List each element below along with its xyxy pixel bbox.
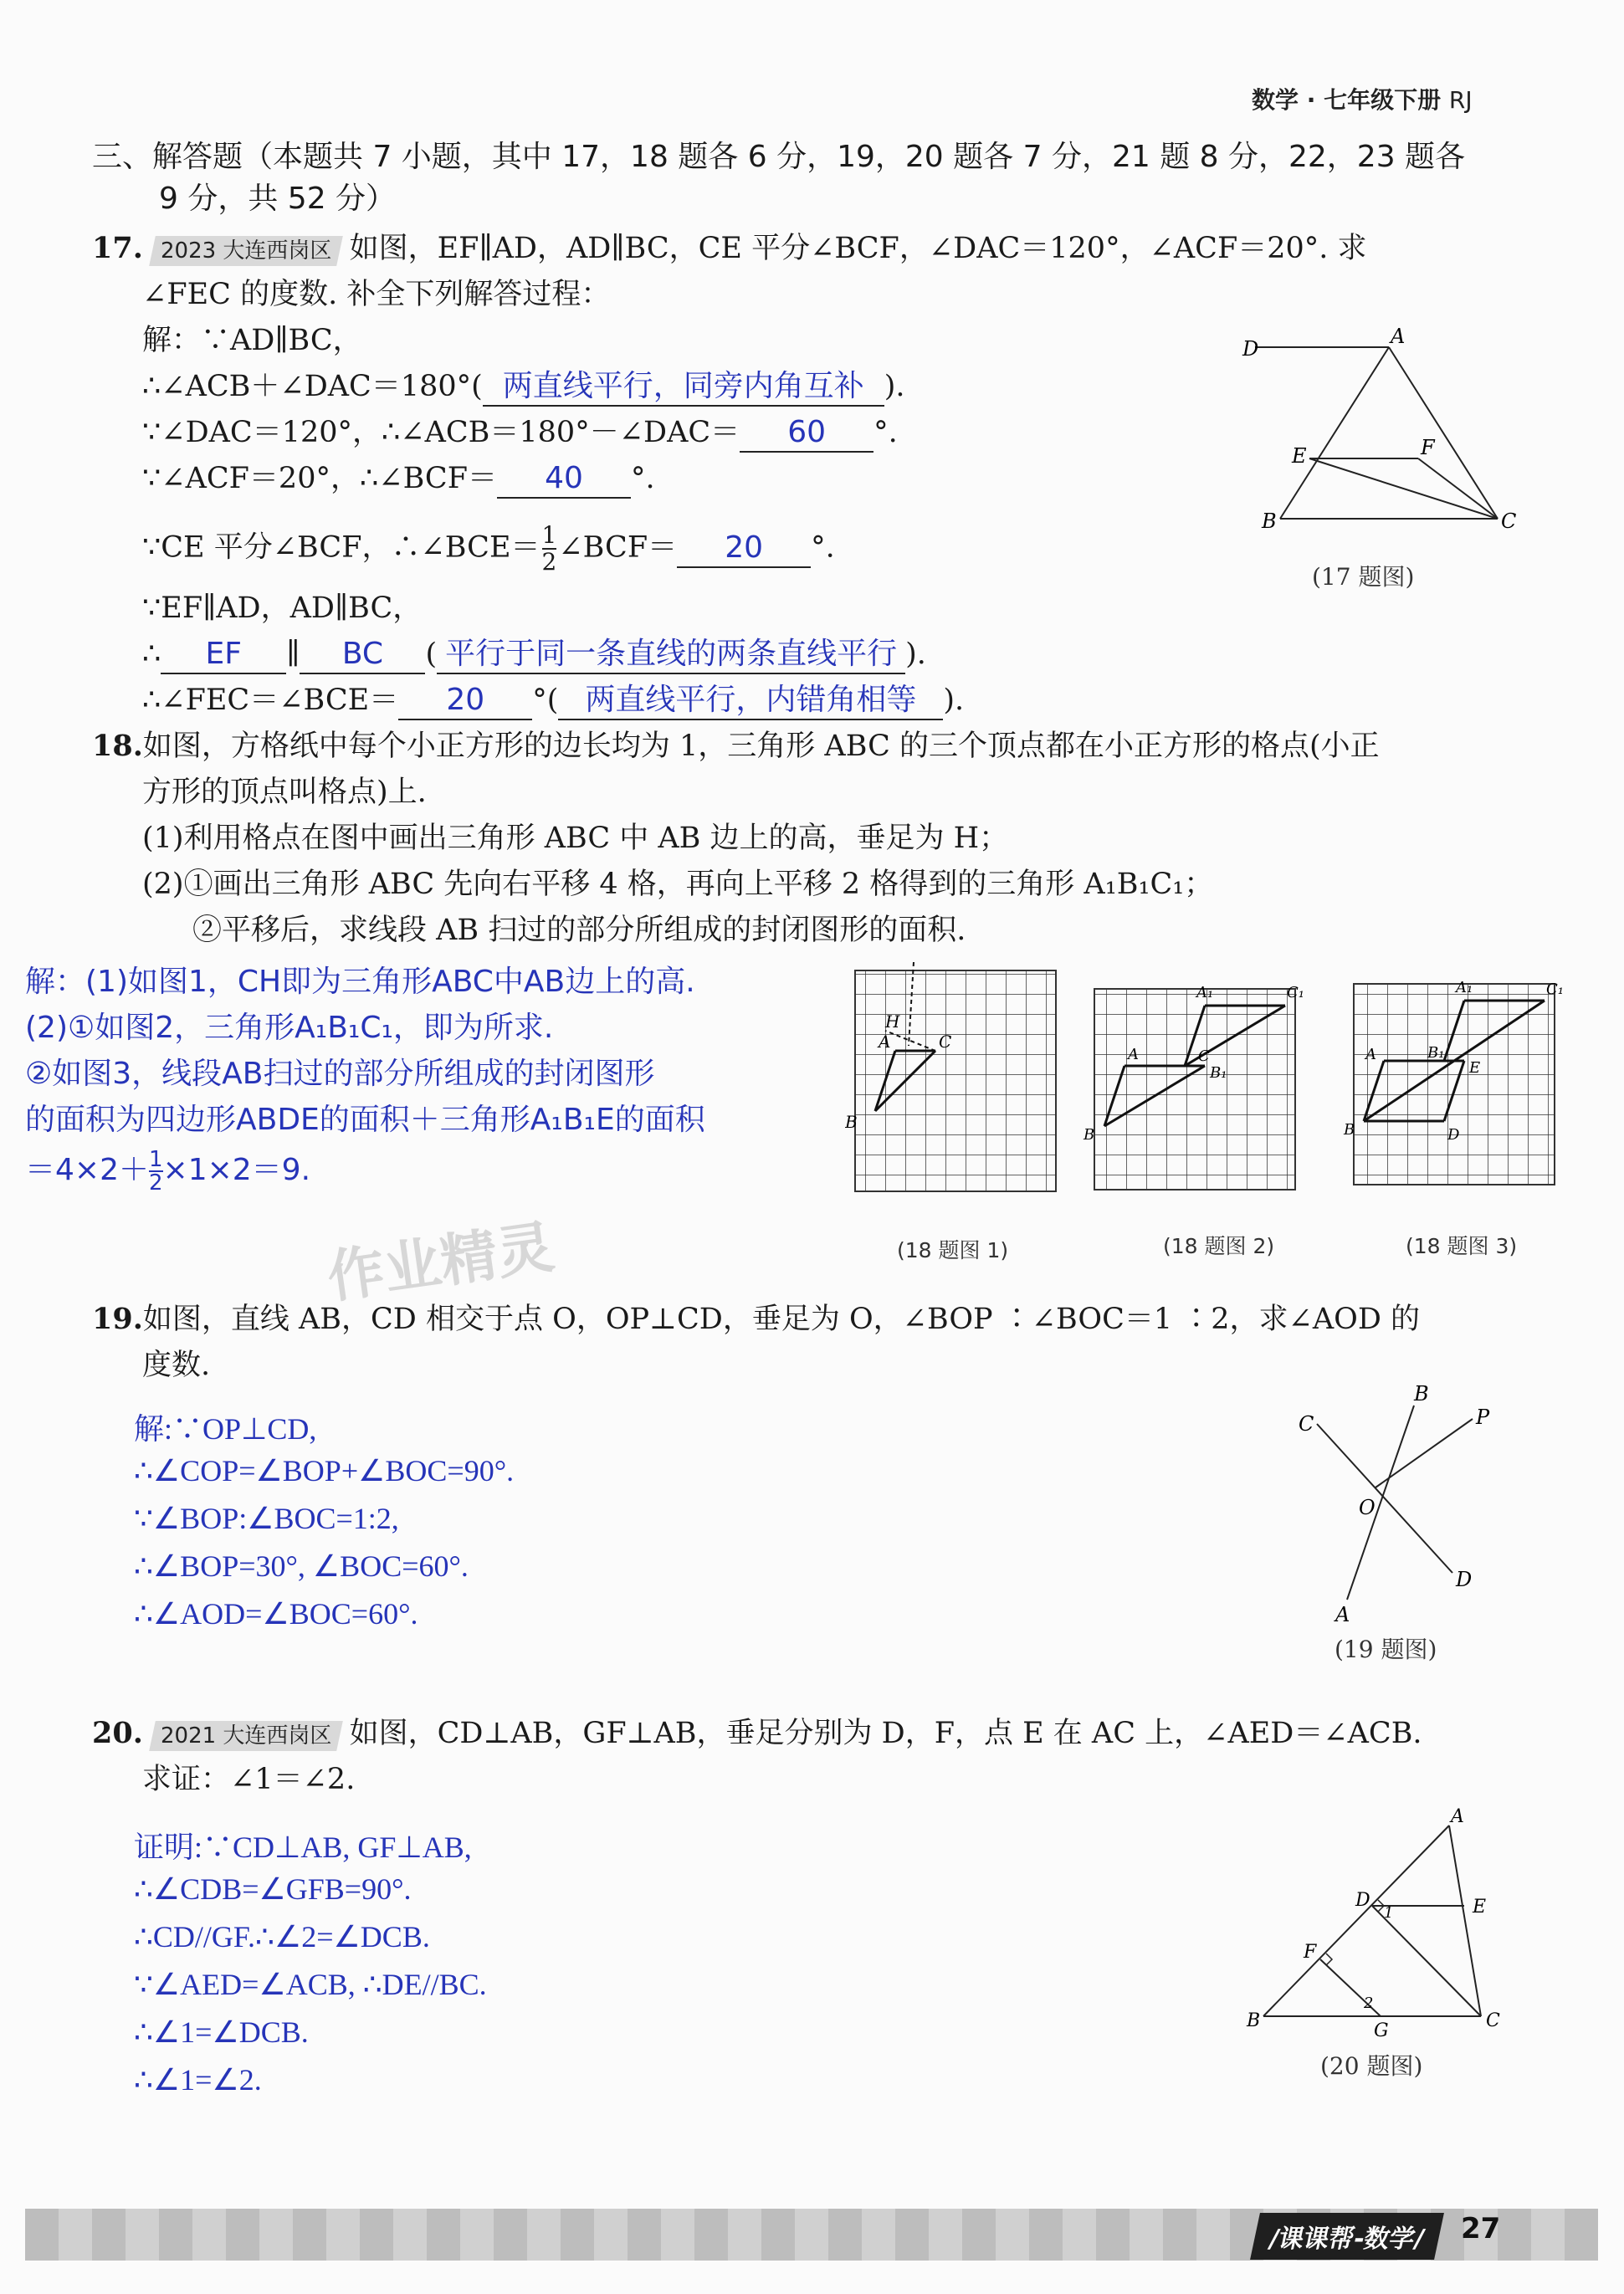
q18-solution-4: 的面积为四边形ABDE的面积＋三角形A₁B₁E的面积	[25, 1103, 705, 1137]
q19-solution-4: ∴∠BOP=30°, ∠BOC=60°.	[134, 1549, 469, 1583]
q17-number: 17.	[92, 231, 143, 265]
q17-step3: ∵∠DAC＝120°，∴∠ACB＝180°－∠DAC＝ 60 °.	[142, 414, 898, 453]
q18-caption-2: (18 题图 2)	[1163, 1234, 1275, 1258]
q19-solution-1: 解:∵OP⊥CD,	[134, 1412, 317, 1446]
q20-fig-label-d: D	[1355, 1890, 1370, 1911]
q19-fig-label-o: O	[1359, 1496, 1376, 1519]
q20-figure	[1238, 1807, 1523, 2050]
q17-step6: ∵EF∥AD，AD∥BC，	[142, 591, 423, 625]
q18-caption-3: (18 题图 3)	[1406, 1234, 1518, 1258]
page-header	[1252, 82, 1473, 115]
q18-fig3-label-e: E	[1469, 1059, 1481, 1077]
q17-stem: 如图，EF∥AD，AD∥BC，CE 平分∠BCF，∠DAC＝120°，∠ACF＝20°. 求	[349, 232, 1367, 265]
q18-line5: ②平移后，求线段 AB 扫过的部分所组成的封闭图形的面积.	[192, 914, 966, 947]
q20-fig-label-a: A	[1451, 1807, 1464, 1827]
q17-step5: ∵CE 平分∠BCF，∴∠BCE＝ $\frac{1}{2}$ ∠BCF＝ 20 °.	[142, 521, 835, 576]
q18-figures	[845, 954, 1623, 1213]
q17-fig-label-d: D	[1242, 337, 1259, 361]
q17-line2: ∠FEC 的度数. 补全下列解答过程：	[142, 278, 611, 311]
q19-solution-3: ∵∠BOP:∠BOC=1:2,	[134, 1502, 399, 1535]
q19-fig-label-c: C	[1299, 1412, 1314, 1436]
q17-fig-label-e: E	[1292, 444, 1307, 468]
q18-fig1-label-h: H	[885, 1011, 900, 1032]
q18-fig3-label-d: D	[1447, 1126, 1460, 1144]
q18-fig2-label-a1: A₁	[1196, 984, 1214, 1001]
q19-solution-2: ∴∠COP=∠BOP+∠BOC=90°.	[134, 1454, 515, 1488]
q17-source-tag: 2023 大连西岗区	[149, 236, 343, 266]
q17-fig-label-a: A	[1391, 325, 1406, 348]
q19-line2: 度数.	[142, 1349, 211, 1382]
q17-answer-reason1: 两直线平行，同旁内角互补	[502, 369, 864, 403]
q18-fig1-label-c: C	[939, 1032, 952, 1052]
q17-step2: ∴∠ACB＋∠DAC＝180°( 两直线平行，同旁内角互补 ).	[142, 368, 905, 407]
q18-line2: 方形的顶点叫格点)上.	[142, 776, 427, 809]
q20-fig-label-b: B	[1247, 2010, 1261, 2031]
q17-answer-acb: 60	[787, 415, 827, 449]
q18-fig3-label-a1: A₁	[1456, 979, 1473, 996]
q18-fig2-label-a: A	[1128, 1046, 1139, 1063]
q17-step4: ∵∠ACF＝20°，∴∠BCF＝ 40 °.	[142, 460, 655, 499]
q20-solution-2: ∴∠CDB=∠GFB=90°.	[134, 1872, 412, 1906]
q19-fig-caption: (19 题图)	[1335, 1636, 1437, 1663]
q20-solution-5: ∴∠1=∠DCB.	[134, 2015, 309, 2049]
q20-fig-label-f: F	[1304, 1942, 1317, 1963]
q17-answer-bce: 20	[725, 530, 764, 565]
section-title-line1: 三、解答题（本题共 7 小题，其中 17，18 题各 6 分，19，20 题各 7 分，21 题 8 分，22，23 题各	[92, 140, 1466, 174]
q19-fig-label-b: B	[1414, 1382, 1429, 1406]
q18-solution-2: (2)①如图2，三角形A₁B₁C₁，即为所求.	[25, 1011, 554, 1045]
q20-fig-label-g: G	[1374, 2020, 1389, 2041]
q20-fig-angle-2: 2	[1364, 1994, 1374, 2012]
q17-step7: ∴ EF ∥ BC ( 平行于同一条直线的两条直线平行 ).	[142, 636, 926, 674]
q19-fig-label-a: A	[1335, 1603, 1350, 1626]
q20-solution-3: ∴CD//GF.∴∠2=∠DCB.	[134, 1920, 430, 1953]
q17-fig-caption: (17 题图)	[1312, 563, 1415, 591]
q18-solution-3: ②如图3，线段AB扫过的部分所组成的封闭图形	[25, 1057, 655, 1091]
q18-figure-2	[1083, 984, 1304, 1190]
q18-fig3-label-c1: C₁	[1546, 981, 1564, 998]
q19-solution-5: ∴∠AOD=∠BOC=60°.	[134, 1597, 418, 1631]
q20-fig-label-c: C	[1486, 2010, 1500, 2031]
q17-answer-reason2: 平行于同一条直线的两条直线平行	[445, 637, 898, 671]
q17-fig-label-f: F	[1421, 436, 1435, 459]
q17-answer-fec: 20	[446, 683, 485, 717]
page-number: 27	[1461, 2212, 1501, 2245]
q17-line1	[92, 230, 1367, 267]
q19-figure	[1288, 1380, 1506, 1631]
q17-fig-label-b: B	[1262, 509, 1277, 533]
header-title: 数学 · 七年级下册	[1252, 86, 1442, 114]
q17-step8: ∴∠FEC＝∠BCE＝ 20 °( 两直线平行，内错角相等 ).	[142, 682, 964, 720]
footer-brand: /课课帮-数学/	[1250, 2213, 1444, 2260]
q18-solution-1: 解：(1)如图1，CH即为三角形ABC中AB边上的高.	[25, 965, 695, 999]
q20-fig-label-e: E	[1473, 1897, 1487, 1918]
q20-source-tag: 2021 大连西岗区	[149, 1721, 343, 1751]
q18-figure-3	[1343, 979, 1564, 1185]
q17-answer-reason3: 两直线平行，内错角相等	[585, 683, 917, 717]
q18-fig1-label-b: B	[845, 1112, 858, 1132]
q18-fig3-label-a: A	[1365, 1046, 1376, 1063]
q17-answer-bcf: 40	[545, 461, 583, 495]
q17-figure	[1238, 322, 1523, 540]
q18-line3: (1)利用格点在图中画出三角形 ABC 中 AB 边上的高，垂足为 H；	[142, 822, 1009, 855]
q18-fig1-label-a: A	[879, 1032, 891, 1052]
q17-answer-line2: BC	[341, 637, 384, 671]
q18-solution-5: ＝4×2＋ $\frac{1}{2}$ ×1×2＝9.	[25, 1147, 311, 1196]
q20-line1: 20. 2021 大连西岗区 如图，CD⊥AB，GF⊥AB，垂足分别为 D，F，点 E 在 AC 上，∠AED＝∠ACB.	[92, 1716, 1422, 1750]
q20-fig-caption: (20 题图)	[1320, 2052, 1423, 2080]
q17-answer-line1: EF	[205, 637, 242, 671]
q18-figure-1	[845, 962, 1056, 1191]
q18-fig2-label-b1: B₁	[1210, 1064, 1227, 1082]
q20-line2: 求证：∠1＝∠2.	[142, 1763, 356, 1796]
q18-line4: (2)①画出三角形 ABC 先向右平移 4 格，再向上平移 2 格得到的三角形 A₁B₁C₁；	[142, 868, 1214, 901]
q19-line1: 19.如图，直线 AB，CD 相交于点 O，OP⊥CD，垂足为 O，∠BOP ∶∠BOC＝1 ∶2，求∠AOD 的	[92, 1302, 1421, 1336]
q18-caption-1: (18 题图 1)	[897, 1238, 1009, 1262]
q20-solution-6: ∴∠1=∠2.	[134, 2063, 262, 2097]
header-edition: RJ	[1448, 86, 1473, 114]
q20-solution-4: ∵∠AED=∠ACB, ∴DE//BC.	[134, 1968, 487, 2001]
q20-solution-1: 证明:∵CD⊥AB, GF⊥AB,	[134, 1831, 472, 1864]
q18-line1: 18.如图，方格纸中每个小正方形的边长均为 1，三角形 ABC 的三个顶点都在小正方形的格点(小正	[92, 729, 1380, 763]
q18-fig2-label-c: C	[1198, 1047, 1210, 1065]
watermark: 作业精灵	[323, 1214, 559, 1312]
q19-fig-label-p: P	[1476, 1406, 1490, 1429]
q17-step1: 解：∵AD∥BC，	[142, 324, 362, 357]
q20-fig-angle-1: 1	[1384, 1904, 1394, 1922]
q18-fig3-label-b1: B₁	[1427, 1044, 1445, 1062]
section-title-line2: 9 分，共 52 分）	[159, 182, 397, 216]
q18-fig2-label-b: B	[1084, 1126, 1095, 1144]
q17-fig-label-c: C	[1501, 509, 1517, 533]
q18-fig3-label-b: B	[1344, 1121, 1355, 1139]
q18-fig2-label-c1: C₁	[1287, 984, 1304, 1001]
q19-fig-label-d: D	[1456, 1568, 1473, 1591]
